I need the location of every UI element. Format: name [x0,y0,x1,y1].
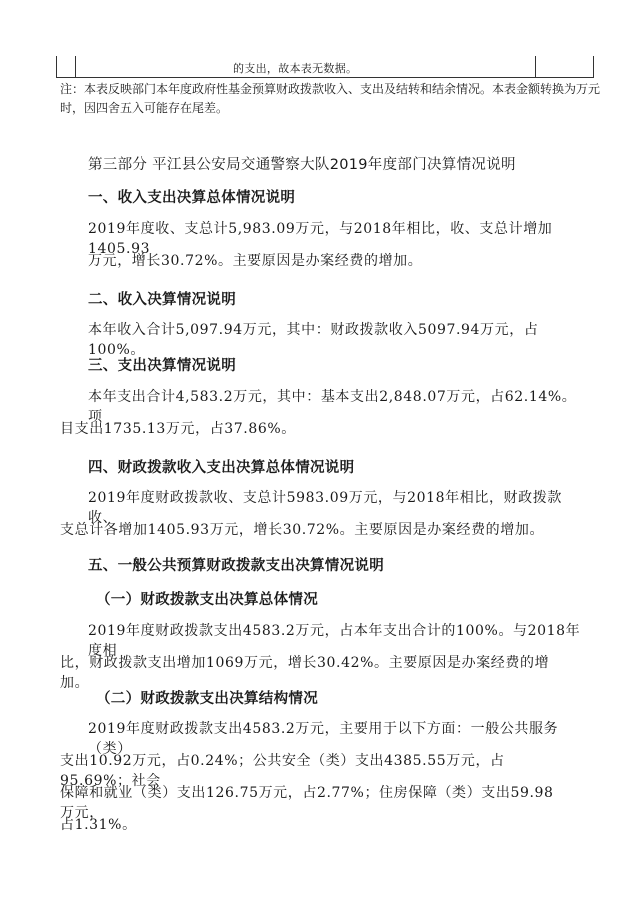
section-heading-2: 二、收入决算情况说明 [88,292,236,308]
table-note [60,80,600,118]
paragraph-line: 2019年度收、支总计5,983.09万元，与2018年相比，收、支总计增加1405.93 [88,221,553,257]
paragraph-line: 目支出1735.13万元，占37.86%。 [60,421,296,437]
section-heading-4: 四、财政拨款收入支出决算总体情况说明 [88,460,355,476]
note-line-2: 时，因四舍五入可能存在尾差。 [60,101,229,115]
paragraph-line: 支出10.92万元，占0.24%；公共安全（类）支出4385.55万元，占95.69%；社会 [60,753,505,789]
table-cell-text: 的支出，故本表无数据。 [233,62,358,75]
paragraph-line: 比，财政拨款支出增加1069万元，增长30.42%。主要原因是办案经费的增加。 [60,655,550,691]
part-title: 第三部分 平江县公安局交通警察大队2019年度部门决算情况说明 [88,157,516,173]
paragraph-line: 本年支出合计4,583.2万元，其中：基本支出2,848.07万元，占62.14%。项 [88,389,577,425]
paragraph-line: 保障和就业（类）支出126.75万元，占2.77%；住房保障（类）支出59.98万元， [60,785,554,821]
paragraph-line: 占1.31%。 [60,817,137,833]
paragraph-line: 2019年度财政拨款支出4583.2万元，主要用于以下方面：一般公共服务（类） [88,721,559,757]
section-heading-1: 一、收入支出决算总体情况说明 [88,190,296,206]
paragraph-line: 2019年度财政拨款支出4583.2万元，占本年支出合计的100%。与2018年度相 [88,623,581,659]
subsection-heading-2: （二）财政拨款支出决算结构情况 [96,691,318,707]
paragraph-line: 2019年度财政拨款收、支总计5983.09万元，与2018年相比，财政拨款收、 [88,490,562,526]
paragraph-line: 本年收入合计5,097.94万元，其中：财政拨款收入5097.94万元，占100%。 [88,322,539,358]
paragraph-line: 万元，增长30.72%。主要原因是办案经费的增加。 [88,253,423,269]
section-heading-3: 三、支出决算情况说明 [88,358,236,374]
section-heading-5: 五、一般公共预算财政拨款支出决算情况说明 [88,558,384,574]
table-column-divider [75,56,76,77]
table-column-divider [535,56,536,77]
subsection-heading-1: （一）财政拨款支出决算总体情况 [96,592,318,608]
paragraph-line: 支总计各增加1405.93万元，增长30.72%。主要原因是办案经费的增加。 [60,522,545,538]
note-line-1: 注：本表反映部门本年度政府性基金预算财政拨款收入、支出及结转和结余情况。本表金额转换为万元 [60,82,601,96]
table-fragment [56,56,594,78]
